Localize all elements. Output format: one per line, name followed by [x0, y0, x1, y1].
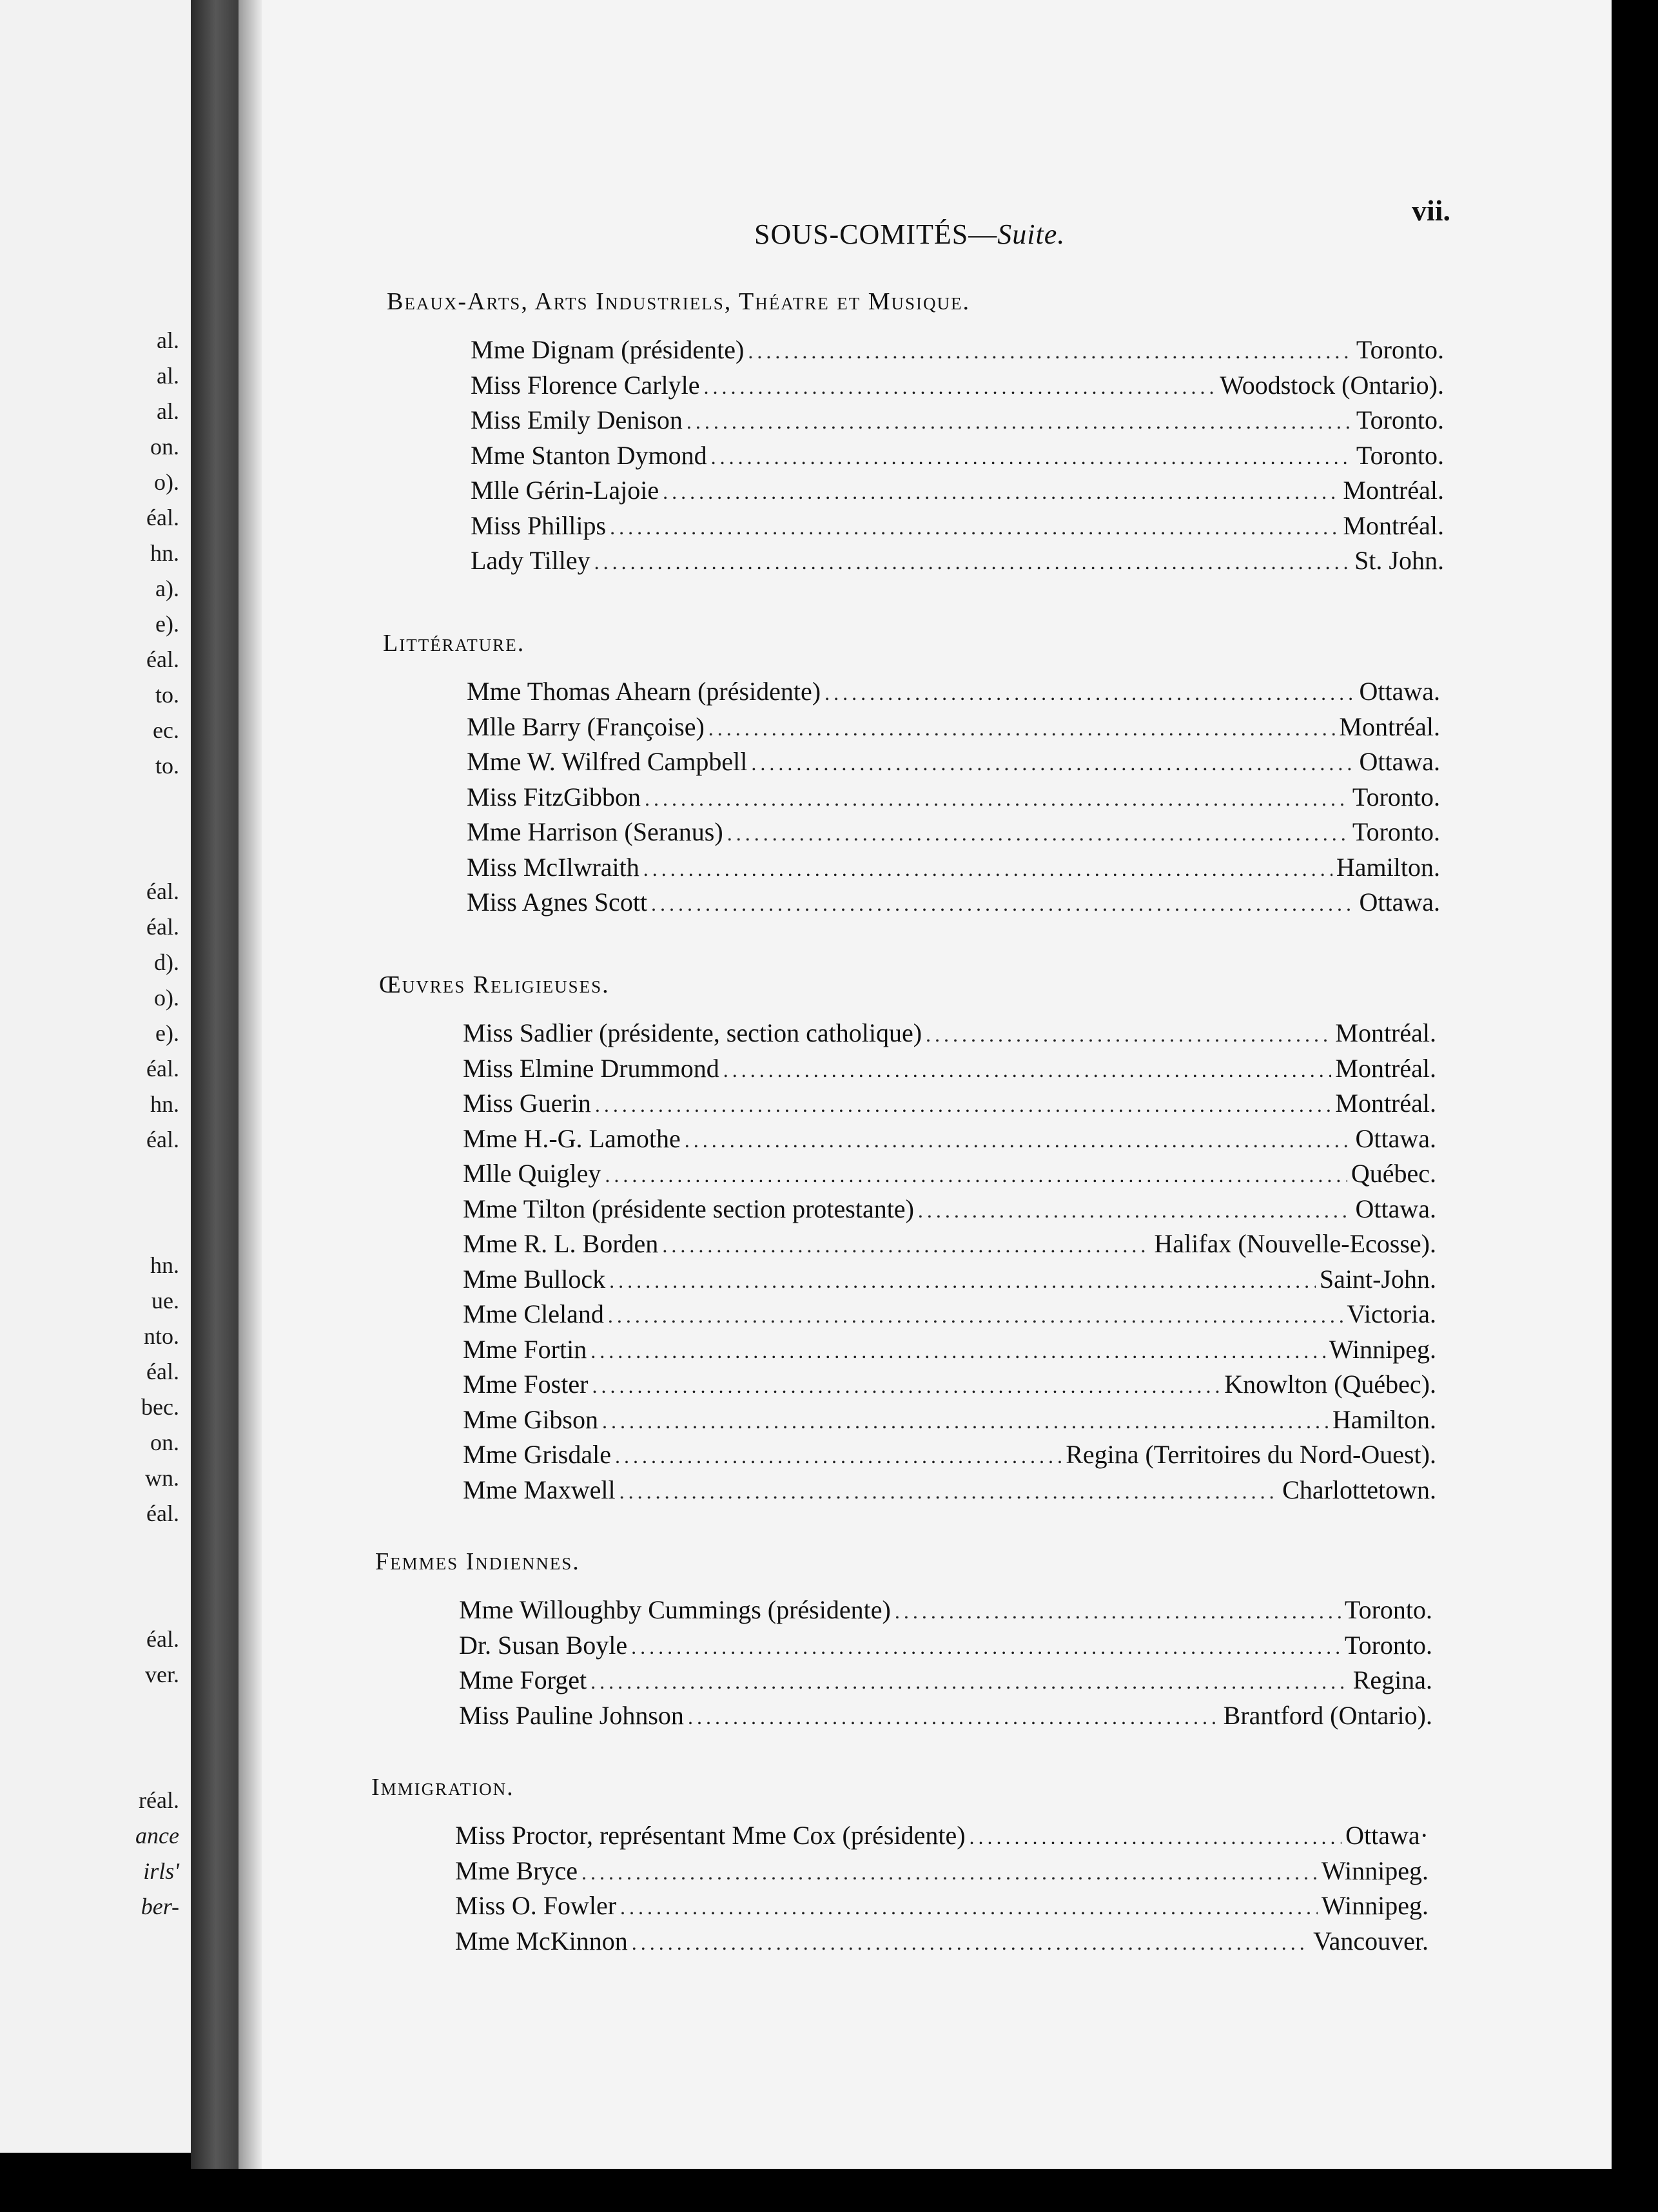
member-city: Ottawa.: [1355, 1123, 1436, 1153]
member-city: Winnipeg.: [1329, 1334, 1436, 1364]
member-list: [463, 1016, 1436, 1508]
facing-page-fragment: hn.: [150, 1091, 179, 1117]
facing-page-fragment: éal.: [146, 1626, 179, 1652]
facing-page-fragment: a).: [155, 576, 179, 601]
member-entry: [463, 1016, 1436, 1051]
member-name: Miss Florence Carlyle: [471, 370, 700, 400]
member-name: Miss McIlwraith: [467, 852, 639, 882]
facing-page-fragment: hn.: [150, 1252, 179, 1278]
running-head: [754, 218, 1065, 251]
facing-page-fragment: o).: [154, 985, 179, 1011]
member-city: Halifax (Nouvelle-Ecosse).: [1154, 1229, 1436, 1258]
facing-page-fragment: to.: [155, 682, 179, 708]
member-entry: [471, 543, 1444, 579]
facing-page-fragment: ance: [135, 1823, 179, 1848]
member-entry: [471, 473, 1444, 509]
leader-dots: [590, 1664, 1349, 1700]
member-name: Mme W. Wilfred Campbell: [467, 747, 748, 776]
member-entry: [459, 1593, 1432, 1628]
facing-page-fragment: éal.: [146, 1127, 179, 1152]
member-name: Mme R. L. Borden: [463, 1229, 659, 1258]
member-name: Mme Grisdale: [463, 1440, 611, 1469]
member-name: Miss Guerin: [463, 1089, 591, 1118]
leader-dots: [608, 1298, 1343, 1334]
facing-page-fragment: al.: [157, 398, 179, 424]
leader-dots: [711, 440, 1352, 475]
member-city: Regina.: [1352, 1665, 1432, 1694]
member-entry: [455, 1888, 1429, 1924]
member-city: Hamilton.: [1336, 852, 1440, 882]
committee-section: [379, 967, 1436, 1508]
leader-dots: [727, 816, 1349, 851]
member-name: Miss O. Fowler: [455, 1891, 617, 1920]
leader-dots: [824, 675, 1355, 711]
leader-dots: [632, 1925, 1309, 1961]
facing-page-fragment: ue.: [151, 1288, 179, 1314]
facing-page-fragment: éal.: [146, 914, 179, 940]
member-name: Mme Cleland: [463, 1299, 604, 1328]
member-city: Brantford (Ontario).: [1223, 1700, 1432, 1730]
leader-dots: [895, 1594, 1341, 1629]
committee-section: [387, 284, 1444, 579]
member-list: [467, 674, 1440, 920]
member-city: Montréal.: [1335, 1089, 1436, 1118]
facing-page-fragment: ber-: [141, 1894, 179, 1919]
facing-page-fragment: on.: [150, 434, 179, 460]
section-title: Œuvres Religieuses.: [379, 971, 610, 998]
facing-page-fragment: éal.: [146, 646, 179, 672]
bottom-band: [0, 2169, 1658, 2212]
facing-page-fragment: e).: [155, 611, 179, 637]
member-entry: [455, 1818, 1429, 1854]
member-entry: [471, 368, 1444, 403]
page-number: vii.: [1412, 194, 1451, 227]
leader-dots: [663, 474, 1339, 510]
member-city: Toronto.: [1344, 1630, 1432, 1660]
member-entry: [459, 1663, 1432, 1698]
leader-dots: [662, 1228, 1150, 1263]
member-entry: [463, 1156, 1436, 1192]
facing-page-fragment: d).: [154, 949, 179, 975]
member-list: [455, 1818, 1429, 1959]
member-city: Montréal.: [1343, 476, 1444, 505]
leader-dots: [595, 1087, 1331, 1123]
facing-page-fragment: réal.: [139, 1787, 179, 1813]
facing-page-fragment: éal.: [146, 878, 179, 904]
member-entry: [467, 780, 1440, 815]
member-city: Victoria.: [1347, 1299, 1436, 1328]
member-name: Miss Pauline Johnson: [459, 1700, 684, 1730]
leader-dots: [645, 781, 1349, 817]
member-name: Mlle Gérin-Lajoie: [471, 476, 659, 505]
leader-dots: [590, 1334, 1325, 1369]
member-city: Regina (Territoires du Nord-Ouest).: [1066, 1440, 1436, 1469]
member-name: Miss Emily Denison: [471, 405, 683, 434]
member-name: Dr. Susan Boyle: [459, 1630, 628, 1660]
facing-page-fragment: hn.: [150, 540, 179, 566]
member-entry: [463, 1402, 1436, 1438]
member-entry: [471, 438, 1444, 474]
facing-page-fragment: to.: [155, 753, 179, 779]
member-entry: [467, 744, 1440, 780]
facing-page-fragment: e).: [155, 1020, 179, 1046]
member-city: St. John.: [1354, 546, 1444, 575]
member-entry: [463, 1297, 1436, 1332]
member-city: Toronto.: [1356, 335, 1444, 364]
leader-dots: [748, 334, 1352, 369]
member-entry: [463, 1262, 1436, 1297]
member-city: Winnipeg.: [1321, 1856, 1429, 1885]
member-city: Ottawa·: [1345, 1821, 1429, 1850]
member-city: Montréal.: [1339, 712, 1440, 741]
member-name: Mme Maxwell: [463, 1475, 616, 1504]
facing-page-fragment: éal.: [146, 505, 179, 530]
member-city: Toronto.: [1356, 440, 1444, 470]
member-name: Miss Phillips: [471, 510, 607, 540]
section-title: Immigration.: [371, 1774, 514, 1801]
member-entry: [463, 1227, 1436, 1262]
member-entry: [467, 885, 1440, 920]
member-name: Lady Tilley: [471, 546, 590, 575]
gutter-shadow: [239, 0, 262, 2178]
facing-page-fragment: éal.: [146, 1500, 179, 1526]
member-entry: [467, 815, 1440, 850]
member-city: Toronto.: [1356, 405, 1444, 434]
member-city: Winnipeg.: [1321, 1891, 1429, 1920]
leader-dots: [708, 711, 1336, 746]
leader-dots: [581, 1855, 1318, 1890]
member-name: Mme Harrison (Seranus): [467, 817, 723, 846]
member-city: Woodstock (Ontario).: [1220, 370, 1444, 400]
facing-page-fragment: o).: [154, 469, 179, 495]
committee-section: [375, 1544, 1432, 1733]
member-name: Mme Fortin: [463, 1334, 587, 1364]
leader-dots: [704, 369, 1216, 405]
member-name: Mme Gibson: [463, 1404, 598, 1434]
committee-section: [371, 1769, 1429, 1959]
leader-dots: [651, 886, 1355, 922]
member-name: Mme Willoughby Cummings (présidente): [459, 1595, 891, 1624]
member-city: Ottawa.: [1359, 677, 1440, 706]
member-entry: [455, 1854, 1429, 1889]
leader-dots: [918, 1193, 1352, 1228]
member-city: Ottawa.: [1355, 1194, 1436, 1223]
leader-dots: [723, 1053, 1332, 1088]
member-entry: [467, 850, 1440, 886]
facing-page-fragment: nto.: [143, 1323, 179, 1349]
member-name: Miss Agnes Scott: [467, 888, 648, 917]
member-city: Montréal.: [1335, 1018, 1436, 1047]
facing-page-fragment: irls': [143, 1858, 179, 1884]
facing-page-fragment: wn.: [145, 1465, 179, 1491]
leader-dots: [602, 1404, 1329, 1439]
member-name: Mme Tilton (présidente section protestante): [463, 1194, 914, 1223]
member-city: Toronto.: [1352, 817, 1440, 846]
leader-dots: [594, 545, 1351, 580]
member-name: Mme Dignam (présidente): [471, 335, 745, 364]
member-entry: [463, 1121, 1436, 1157]
member-city: Charlottetown.: [1282, 1475, 1436, 1504]
member-name: Mlle Barry (Françoise): [467, 712, 705, 741]
leader-dots: [620, 1890, 1318, 1925]
member-name: Miss Elmine Drummond: [463, 1053, 719, 1083]
section-title: Femmes Indiennes.: [375, 1548, 580, 1575]
member-city: Montréal.: [1343, 510, 1444, 540]
member-entry: [459, 1628, 1432, 1664]
member-name: Mme H.-G. Lamothe: [463, 1123, 681, 1153]
leader-dots: [609, 1263, 1316, 1299]
facing-page-edge: [0, 0, 191, 2153]
member-entry: [455, 1924, 1429, 1959]
member-entry: [471, 333, 1444, 368]
leader-dots: [643, 851, 1332, 887]
member-entry: [463, 1051, 1436, 1087]
member-entry: [463, 1367, 1436, 1402]
page-edge: [1612, 0, 1658, 2212]
running-head-suite: Suite.: [997, 218, 1066, 250]
facing-page-fragment: ec.: [153, 717, 179, 743]
member-city: Toronto.: [1344, 1595, 1432, 1624]
leader-dots: [610, 510, 1339, 545]
member-city: Montréal.: [1335, 1053, 1436, 1083]
member-entry: [459, 1698, 1432, 1734]
facing-page-fragment: bec.: [141, 1394, 179, 1420]
leader-dots: [687, 404, 1352, 440]
member-city: Hamilton.: [1332, 1404, 1436, 1434]
member-entry: [467, 674, 1440, 710]
member-name: Mme Stanton Dymond: [471, 440, 707, 470]
leader-dots: [619, 1474, 1279, 1509]
member-entry: [467, 710, 1440, 745]
running-head-main: SOUS-COMITÉS—: [754, 218, 998, 250]
member-entry: [471, 403, 1444, 438]
member-city: Saint-John.: [1319, 1264, 1436, 1294]
member-name: Miss Sadlier (présidente, section catholique): [463, 1018, 922, 1047]
leader-dots: [605, 1158, 1347, 1193]
facing-page-fragment: ver.: [145, 1662, 179, 1687]
member-name: Mme Forget: [459, 1665, 587, 1694]
member-city: Ottawa.: [1359, 888, 1440, 917]
leader-dots: [926, 1017, 1331, 1053]
member-list: [459, 1593, 1432, 1733]
leader-dots: [685, 1123, 1352, 1158]
member-name: Mlle Quigley: [463, 1159, 601, 1188]
member-city: Ottawa.: [1359, 747, 1440, 776]
leader-dots: [688, 1700, 1220, 1735]
member-list: [471, 333, 1444, 579]
section-title: Beaux-Arts, Arts Industriels, Théatre et Musique.: [387, 288, 971, 315]
member-entry: [463, 1332, 1436, 1368]
member-entry: [471, 509, 1444, 544]
member-city: Toronto.: [1352, 782, 1440, 811]
facing-page-fragment: éal.: [146, 1359, 179, 1384]
leader-dots: [615, 1439, 1062, 1474]
member-city: Knowlton (Québec).: [1224, 1370, 1436, 1399]
committee-section: [383, 625, 1440, 920]
member-city: Québec.: [1351, 1159, 1436, 1188]
facing-page-fragment: on.: [150, 1430, 179, 1455]
member-entry: [463, 1437, 1436, 1473]
facing-page-fragment: éal.: [146, 1056, 179, 1082]
facing-page-fragment: al.: [157, 363, 179, 389]
member-entry: [463, 1192, 1436, 1227]
member-name: Miss FitzGibbon: [467, 782, 641, 811]
member-entry: [463, 1473, 1436, 1508]
member-entry: [463, 1086, 1436, 1121]
member-name: Mme Bryce: [455, 1856, 578, 1885]
leader-dots: [970, 1819, 1342, 1855]
facing-page-fragment: al.: [157, 327, 179, 353]
section-title: Littérature.: [383, 630, 525, 657]
member-name: Mme Thomas Ahearn (présidente): [467, 677, 821, 706]
member-name: Miss Proctor, représentant Mme Cox (présidente): [455, 1821, 966, 1850]
member-name: Mme Foster: [463, 1370, 589, 1399]
member-name: Mme Bullock: [463, 1264, 606, 1294]
member-name: Mme McKinnon: [455, 1926, 628, 1955]
leader-dots: [592, 1368, 1220, 1404]
leader-dots: [751, 746, 1355, 781]
leader-dots: [631, 1629, 1341, 1665]
member-city: Vancouver.: [1313, 1926, 1429, 1955]
